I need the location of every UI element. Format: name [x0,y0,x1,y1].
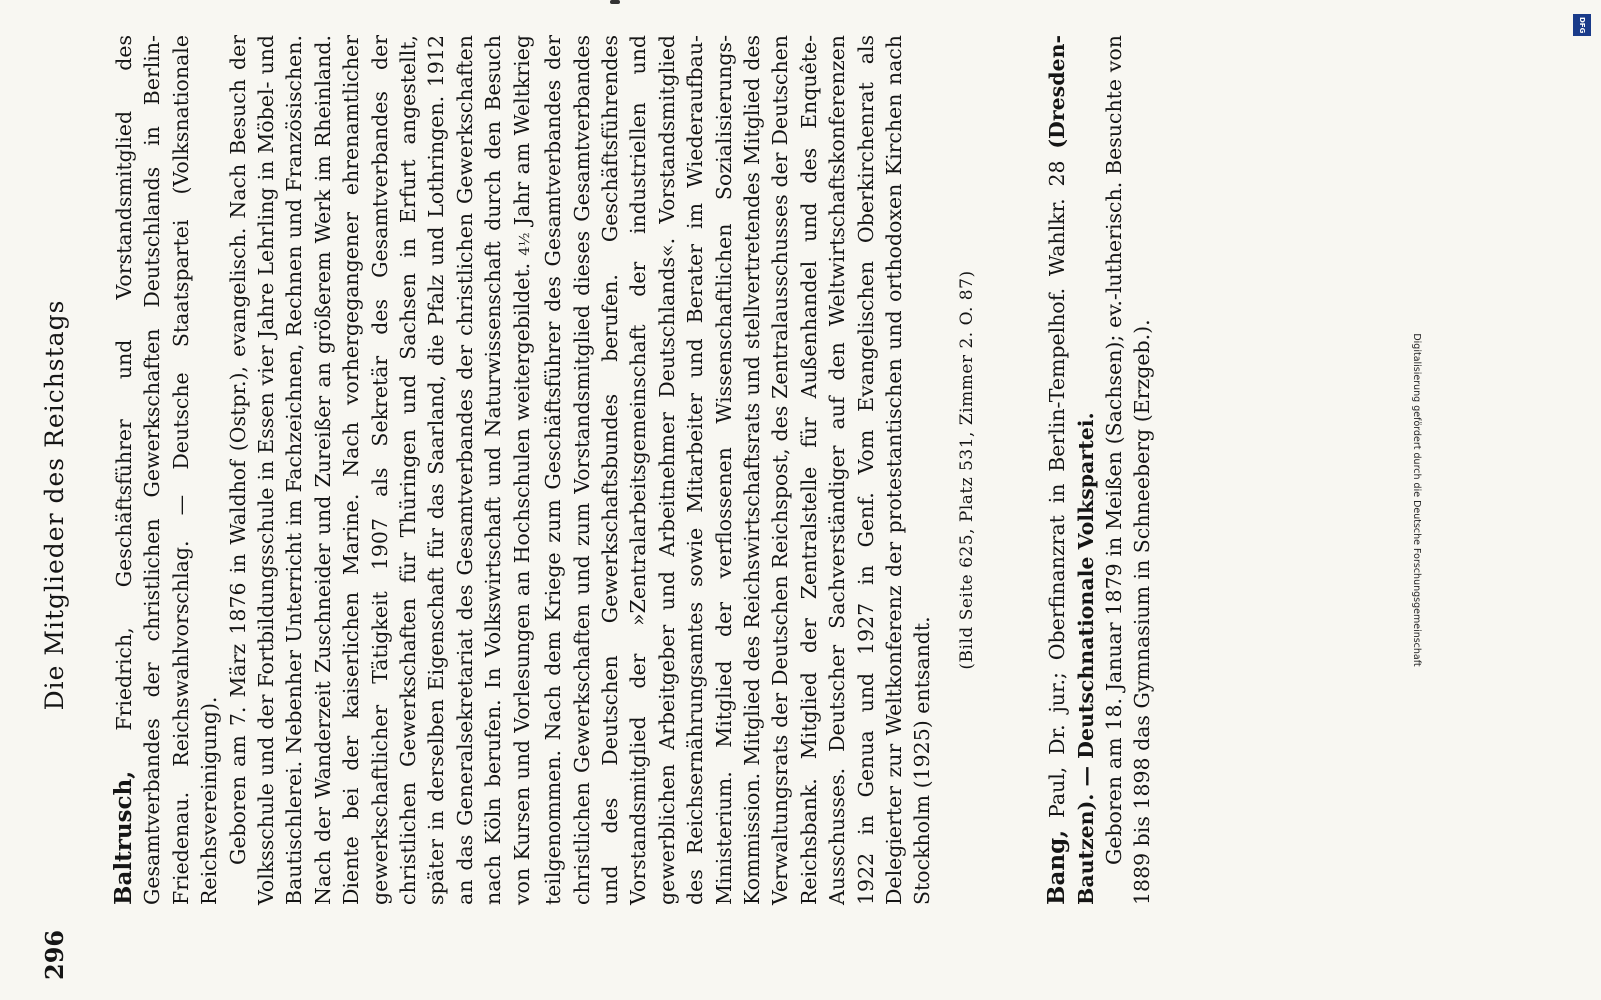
page-number: 296 [40,929,69,980]
biography-part-2: Jahr am Weltkrieg teilgenommen. Nach dem Kriege zum Geschäftsführer des Gesamtverbandes der christlichen Gewerkschaften und zum Vorstandsmitglied dieses Gesamtverbandes und des Deutschen Gewerkschaftsbundes berufen. Geschäftsführendes Vorstandsmitglied der »Zentralarbeitsgemeinschaft der industriellen und gewerblichen Arbeitgeber und Arbeitnehmer Deutschlands«. Vorstandsmitglied des Reichsernährungsamtes sowie Mitarbeiter und Berater im Wiederaufbau-Ministerium. Mitglied der verflossenen Wissenschaftlichen Sozialisierungs-Kommission. Mitglied des Reichswirtschaftsrats und stellvertretendes Mitglied des Verwaltungsrats der Deutschen Reichspost, des Zentralausschusses der Deutschen Reichsbank. Mitglied der Zentralstelle für Außenhandel und des Enquête-Ausschusses. Deutscher Sachverständiger auf den Weltwirtschaftskonferenzen 1922 in Genua und 1927 in Genf. Vom Evangelischen Oberkirchenrat als Delegierter zur Weltkonferenz der protestantischen und orthodoxen Kirchen nach Stockholm (1925) entsandt. [509,35,935,905]
image-reference-caption: (Bild Seite 625, Platz 531, Zimmer 2. O. 87) [956,270,977,670]
entry-lead-text: Paul, Dr. jur.; Oberfinanzrat in Berlin-Tempelhof. Wahlkr. 28 [1045,160,1070,819]
entry-lead-text: Friedrich, Geschäftsführer und Vorstandsmitglied des Gesamtverbandes der christlichen Gewerkschaften Deutschlands in Berlin-Friedenau. Reichswahlvorschlag. — Deutsche Staatspartei (Volksnationale Reichsvereinigung). [112,35,222,905]
page-header [40,30,80,980]
dfg-logo: DFG [1573,14,1591,36]
running-head: Die Mitglieder des Reichstags [40,299,69,711]
fraction-value: 4½ [516,232,533,256]
entry-lead [110,35,224,905]
entry-biography [224,35,937,905]
digitization-text: Digitalisierung gefördert durch die Deutsche Forschungsgemeinschaft [1410,333,1422,667]
entry-biography: Geboren am 18. Januar 1879 in Meißen (Sachsen); ev.-lutherisch. Besuchte von 1889 bis 1898 das Gymnasium in Schneeberg (Erzgeb.). [1102,35,1155,905]
entry-baltrusch [110,35,981,905]
entry-name: Baltrusch, [110,770,137,905]
entry-bang [1043,35,1157,905]
body-text [110,35,1157,905]
digitization-note [1410,10,1595,990]
biography-part-1: Geboren am 7. März 1876 in Waldhof (Ostpr.), evangelisch. Nach Besuch der Volksschule und der Fortbildungsschule in Essen vier Jahre Lehrling in Möbel- und Bautischlerei. Nebenher Unterricht im Fachzeichnen, Rechnen und Französischen. Nach der Wanderzeit Zuschneider und Zureißer an größerem Werk im Rheinland. Diente bei der kaiserlichen Marine. Nach vorhergegangener ehrenamtlicher gewerkschaftlicher Tätigkeit 1907 als Sekretär des Gesamtverbandes der christlichen Gewerkschaften für Thüringen und Sachsen in Erfurt angestellt, später in derselben Eigenschaft für das Saarland, die Pfalz und Lothringen. 1912 an das Generalsekretariat des Gesamtverbandes der christlichen Gewerkschaften nach Köln berufen. In Volkswirtschaft und Naturwissenschaft durch den Besuch von Kursen und Vorlesungen an Hochschulen weitergebildet. [225,35,534,905]
entry-lead-bold: (Dresden-Bautzen). — Deutschnationale Volkspartei. [1045,35,1098,905]
entry-lead [1043,35,1100,905]
entry-name: Bang, [1043,829,1071,905]
